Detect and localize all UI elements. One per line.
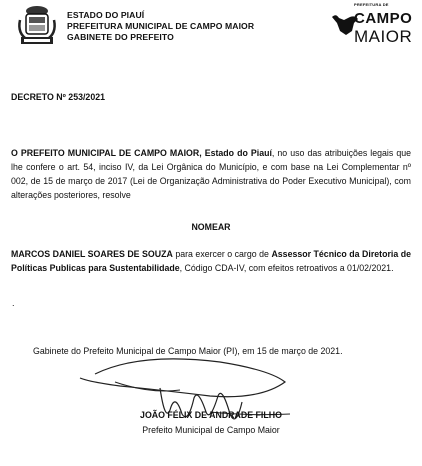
signer-name: JOÃO FÉLIX DE ANDRADE FILHO	[140, 410, 282, 420]
header-gabinete: GABINETE DO PREFEITO	[67, 32, 174, 42]
coat-of-arms-icon	[14, 4, 60, 50]
logo-tag: PREFEITURA DE	[354, 2, 389, 7]
appointment-text-1: para exercer o cargo de	[172, 249, 272, 259]
logo-maior: MAIOR	[354, 27, 413, 46]
place-date: Gabinete do Prefeito Municipal de Campo Maior (PI), em 15 de março de 2021.	[33, 346, 343, 356]
header-state: ESTADO DO PIAUÍ	[67, 10, 145, 20]
nomear-heading: NOMEAR	[191, 222, 231, 232]
position-title: Assessor Técnico da Diretoria de Políticas Publicas para Sustentabilidade	[11, 249, 411, 273]
appointment-paragraph	[11, 247, 411, 275]
intro-text: , no uso das atribuições legais que lhe confere o art. 54, inciso IV, da Lei Orgânica do Município, e com base na Lei Complementar nº 002, de 15 de março de 2017 (Lei de Organização Administrativa do Poder Executivo Municipal), com alterações posteriores, resolve	[11, 148, 411, 200]
header-prefeitura: PREFEITURA MUNICIPAL DE CAMPO MAIOR	[67, 21, 255, 31]
signer-title: Prefeito Municipal de Campo Maior	[142, 425, 280, 435]
appointment-text-2: , Código CDA-IV, com efeitos retroativos a 01/02/2021.	[179, 263, 394, 273]
decree-number: DECRETO Nº 253/2021	[11, 92, 105, 102]
intro-paragraph	[11, 146, 411, 202]
appointee-name: MARCOS DANIEL SOARES DE SOUZA	[11, 249, 173, 259]
intro-authority: O PREFEITO MUNICIPAL DE CAMPO MAIOR, Estado do Piauí	[11, 148, 272, 158]
logo-campo: CAMPO	[354, 10, 413, 27]
handwritten-signature	[60, 352, 360, 432]
stray-dot: .	[12, 298, 15, 308]
campo-maior-logo	[330, 3, 414, 55]
